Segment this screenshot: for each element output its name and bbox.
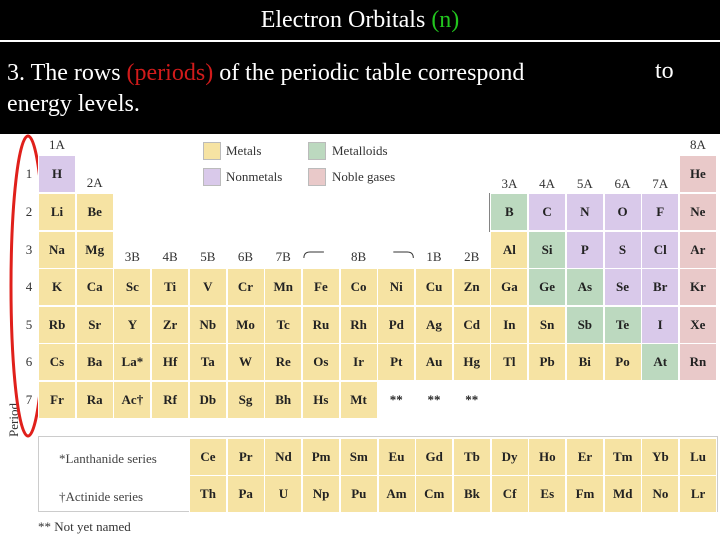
element-y: Y (113, 306, 151, 344)
group-label-2a: 2A (86, 175, 103, 190)
element-in: In (490, 306, 528, 344)
slide-statement (7, 58, 627, 120)
element-lr: Lr (679, 475, 717, 513)
element-mt: Mt (340, 381, 378, 419)
group-label-7a: 7A (652, 176, 669, 191)
element-na: Na (38, 231, 76, 269)
period-number-7: 7 (25, 392, 33, 407)
element-yb: Yb (641, 438, 679, 476)
element-cr: Cr (227, 268, 265, 306)
element-re: Re (264, 343, 302, 381)
element-ca: Ca (76, 268, 114, 306)
element-unnamed: ** (415, 381, 453, 419)
element-ru: Ru (302, 306, 340, 344)
element-al: Al (490, 231, 528, 269)
element-cu: Cu (415, 268, 453, 306)
period-axis-label: Period (6, 403, 21, 437)
footnote: ** Not yet named (38, 519, 131, 534)
element-si: Si (528, 231, 566, 269)
group-label-6b: 6B (237, 249, 254, 264)
element-hs: Hs (302, 381, 340, 419)
periodic-table (0, 134, 720, 540)
lanthanide-label: *Lanthanide series (59, 451, 157, 466)
element-md: Md (604, 475, 642, 513)
element-sr: Sr (76, 306, 114, 344)
element-cm: Cm (415, 475, 453, 513)
element-cd: Cd (453, 306, 491, 344)
title-highlight: (n) (431, 7, 460, 33)
group-label-4b: 4B (162, 249, 178, 264)
element-ho: Ho (528, 438, 566, 476)
group-label-1a: 1A (49, 137, 65, 152)
period-number-5: 5 (25, 317, 33, 332)
element-dy: Dy (491, 438, 529, 476)
element-ne: Ne (679, 193, 717, 231)
element-i: I (641, 306, 679, 344)
element-hf: Hf (151, 343, 189, 381)
group-label-8a: 8A (689, 137, 706, 152)
element-nd: Nd (264, 438, 302, 476)
period-number-3: 3 (25, 242, 33, 257)
element-os: Os (302, 343, 340, 381)
element-rh: Rh (340, 306, 378, 344)
element-th: Th (189, 475, 227, 513)
element-u: U (264, 475, 302, 513)
element-es: Es (528, 475, 566, 513)
element-be: Be (76, 193, 114, 231)
element-eu: Eu (378, 438, 416, 476)
element-ra: Ra (76, 381, 114, 419)
slide-title (0, 7, 720, 34)
element-la: La* (113, 343, 151, 381)
period-number-2: 2 (25, 204, 33, 219)
element-tb: Tb (453, 438, 491, 476)
element-ba: Ba (76, 343, 114, 381)
element-gd: Gd (415, 438, 453, 476)
element-mg: Mg (76, 231, 114, 269)
element-sb: Sb (566, 306, 604, 344)
element-p: P (566, 231, 604, 269)
element-no: No (641, 475, 679, 513)
legend-metals: Metals (226, 143, 262, 158)
element-nb: Nb (189, 306, 227, 344)
element-c: C (528, 193, 566, 231)
group-label-3b: 3B (124, 249, 140, 264)
element-unnamed: ** (453, 381, 491, 419)
element-er: Er (566, 438, 604, 476)
group-label-8b: 8B (351, 249, 367, 264)
legend-metalloids: Metalloids (332, 143, 388, 158)
element-w: W (227, 343, 265, 381)
legend-noble-gases: Noble gases (332, 169, 396, 184)
element-bi: Bi (566, 343, 604, 381)
element-ga: Ga (490, 268, 528, 306)
element-po: Po (604, 343, 642, 381)
element-zr: Zr (151, 306, 189, 344)
element-ta: Ta (189, 343, 227, 381)
element-se: Se (604, 268, 642, 306)
element-co: Co (340, 268, 378, 306)
element-ge: Ge (528, 268, 566, 306)
element-ni: Ni (377, 268, 415, 306)
element-cf: Cf (491, 475, 529, 513)
element-sc: Sc (113, 268, 151, 306)
element-np: Np (302, 475, 340, 513)
element-ti: Ti (151, 268, 189, 306)
title-text: Electron Orbitals (260, 7, 432, 33)
element-b: B (490, 193, 528, 231)
element-pt: Pt (377, 343, 415, 381)
element-db: Db (189, 381, 227, 419)
group-label-7b: 7B (275, 249, 291, 264)
element-rf: Rf (151, 381, 189, 419)
element-s: S (604, 231, 642, 269)
actinide-label: †Actinide series (59, 489, 144, 504)
element-ir: Ir (340, 343, 378, 381)
group-label-5b: 5B (200, 249, 216, 264)
period-number-4: 4 (25, 279, 33, 294)
element-sm: Sm (340, 438, 378, 476)
element-au: Au (415, 343, 453, 381)
element-pu: Pu (340, 475, 378, 513)
statement-to: to (655, 58, 674, 84)
group-label-5a: 5A (576, 176, 593, 191)
element-he: He (679, 155, 717, 193)
element-mn: Mn (264, 268, 302, 306)
element-tl: Tl (490, 343, 528, 381)
element-te: Te (604, 306, 642, 344)
group-label-1b: 1B (426, 249, 442, 264)
element-pm: Pm (302, 438, 340, 476)
element-h: H (38, 155, 76, 193)
element-fe: Fe (302, 268, 340, 306)
element-bk: Bk (453, 475, 491, 513)
statement-suffix: of the periodic table correspond (213, 60, 525, 86)
element-ac: Ac† (113, 381, 151, 419)
element-rn: Rn (679, 343, 717, 381)
element-tm: Tm (604, 438, 642, 476)
period-number-1: 1 (25, 166, 33, 181)
statement-prefix: 3. The rows (7, 60, 127, 86)
element-o: O (604, 193, 642, 231)
element-rb: Rb (38, 306, 76, 344)
element-fm: Fm (566, 475, 604, 513)
element-li: Li (38, 193, 76, 231)
element-cl: Cl (641, 231, 679, 269)
group-label-3a: 3A (501, 176, 518, 191)
element-at: At (641, 343, 679, 381)
group-label-4a: 4A (539, 176, 556, 191)
element-v: V (189, 268, 227, 306)
element-pa: Pa (227, 475, 265, 513)
element-hg: Hg (453, 343, 491, 381)
element-sn: Sn (528, 306, 566, 344)
element-cs: Cs (38, 343, 76, 381)
element-ar: Ar (679, 231, 717, 269)
element-bh: Bh (264, 381, 302, 419)
element-sg: Sg (227, 381, 265, 419)
element-fr: Fr (38, 381, 76, 419)
element-kr: Kr (679, 268, 717, 306)
element-br: Br (641, 268, 679, 306)
element-unnamed: ** (377, 381, 415, 419)
element-pr: Pr (227, 438, 265, 476)
element-n: N (566, 193, 604, 231)
element-lu: Lu (679, 438, 717, 476)
element-as: As (566, 268, 604, 306)
statement-highlight: (periods) (126, 60, 214, 86)
statement-second-line: energy levels. (7, 91, 140, 117)
element-pb: Pb (528, 343, 566, 381)
element-xe: Xe (679, 306, 717, 344)
element-f: F (641, 193, 679, 231)
element-tc: Tc (264, 306, 302, 344)
group-label-2b: 2B (464, 249, 480, 264)
element-zn: Zn (453, 268, 491, 306)
group-label-6a: 6A (614, 176, 631, 191)
element-ag: Ag (415, 306, 453, 344)
period-number-6: 6 (25, 354, 33, 369)
element-ce: Ce (189, 438, 227, 476)
element-am: Am (378, 475, 416, 513)
element-mo: Mo (227, 306, 265, 344)
element-k: K (38, 268, 76, 306)
element-pd: Pd (377, 306, 415, 344)
legend-nonmetals: Nonmetals (226, 169, 283, 184)
